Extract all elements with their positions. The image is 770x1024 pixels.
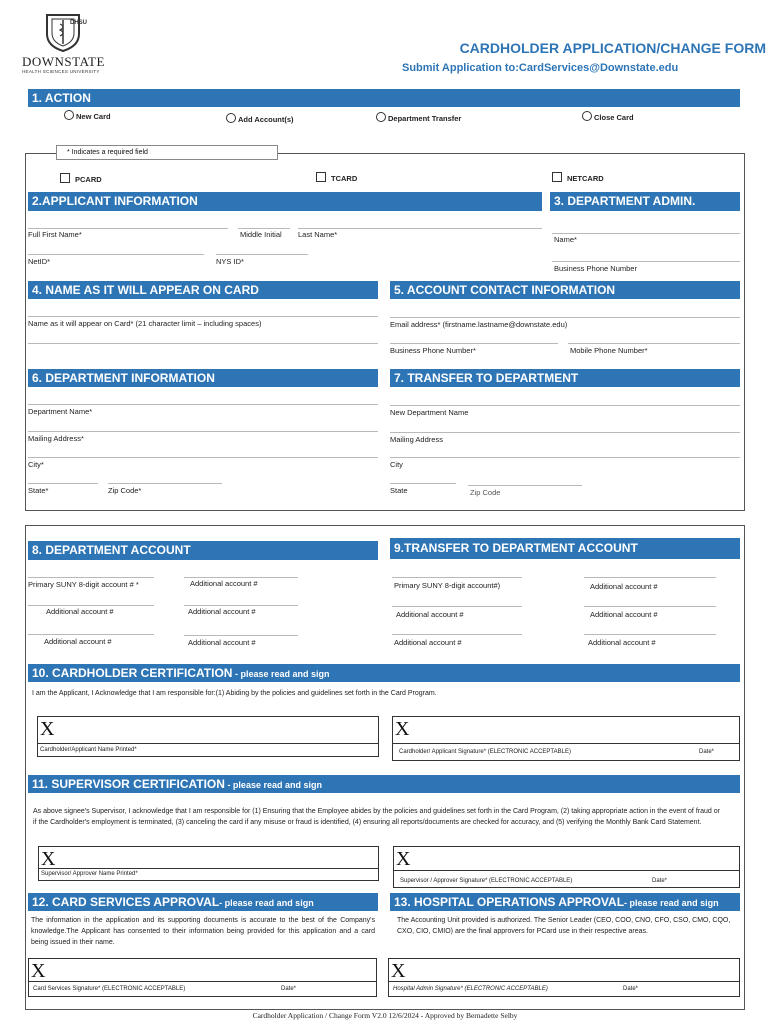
add-account-radio[interactable] <box>226 113 294 124</box>
admin-phone-line[interactable] <box>552 261 740 262</box>
section-10-text: I am the Applicant, I Acknowledge that I am responsible for:(1) Abiding by the policies and guidelines set forth in the Card Program. <box>32 690 437 697</box>
cardholder-signature-box[interactable] <box>392 716 740 761</box>
section-12-bar <box>28 893 378 911</box>
pcard-checkbox[interactable] <box>60 173 102 184</box>
add-account-label: Add Account(s) <box>238 115 294 124</box>
dept-name-label: Department Name* <box>28 407 93 416</box>
hospital-admin-date-label: Date* <box>623 986 639 992</box>
close-card-radio[interactable] <box>582 111 634 122</box>
sign-x-mark: X <box>395 718 410 740</box>
additional-account-line-2[interactable] <box>28 605 154 606</box>
new-dept-name-label: New Department Name <box>390 408 469 417</box>
mobile-phone-label: Mobile Phone Number* <box>570 346 648 355</box>
tcard-label: TCARD <box>331 174 358 183</box>
nysid-line[interactable] <box>216 254 308 255</box>
netid-label: NetID* <box>28 257 51 266</box>
section-11-text: As above signee's Supervisor, I acknowledge that I am responsible for (1) Ensuring that the Employee abides by the policies and guidelines set forth in the Card Program, (2) taking appropriate action in the event of fraud or if the Cardholder's employment is terminated, (3) canceling the card if any misuse or fraud is identified, (4) ensuring all reports/documents are checked for accuracy, and (5) verifying the Monthly Bank Card Statement. <box>33 808 720 826</box>
netid-line[interactable] <box>28 254 204 255</box>
admin-name-line[interactable] <box>552 233 740 234</box>
zip-label: Zip Code* <box>108 486 142 495</box>
state-line[interactable] <box>28 483 98 484</box>
section-6-bar: 6. DEPARTMENT INFORMATION <box>28 369 378 387</box>
section-12-text: The information in the application and its supporting documents is accurate to the best of the Company's knowledge.The Applicant has consented to their information being provided for this application and a card being issued in their name. <box>31 917 375 946</box>
mailing-label: Mailing Address* <box>28 434 84 443</box>
pcard-label: PCARD <box>75 175 102 184</box>
new-mailing-line[interactable] <box>390 432 740 433</box>
email-line[interactable] <box>390 317 740 318</box>
primary-account-line[interactable] <box>28 577 154 578</box>
section-11-bar <box>28 775 740 793</box>
sign-x-mark: X <box>391 960 406 982</box>
admin-name-label: Name* <box>554 235 577 244</box>
supervisor-signature-label: Supervisor / Approver Signature* (ELECTRONIC ACCEPTABLE) <box>400 878 573 884</box>
additional-account-label-4: Additional account # <box>44 637 112 646</box>
logo <box>18 12 118 74</box>
section-10-title: 10. CARDHOLDER CERTIFICATION <box>32 666 233 680</box>
section-13-text: The Accounting Unit provided is authorized. The Senior Leader (CEO, COO, CNO, CFO, CSO, CMO, CQO, CXO, CIO, CMIO) are the final approvers for PCard use in their respective areas. <box>397 917 731 935</box>
required-note: * Indicates a required field <box>67 149 148 156</box>
transfer-additional-line-2[interactable] <box>392 606 522 607</box>
new-state-line[interactable] <box>390 483 456 484</box>
admin-phone-label: Business Phone Number <box>554 264 637 273</box>
sign-x-mark: X <box>31 960 46 982</box>
state-label: State* <box>28 486 49 495</box>
section-12-title: 12. CARD SERVICES APPROVAL <box>32 895 220 909</box>
new-card-label: New Card <box>76 112 111 121</box>
transfer-additional-label-3: Additional account # <box>590 610 658 619</box>
name-on-card-label: Name as it will appear on Card* (21 character limit – including spaces) <box>28 319 262 328</box>
sign-x-mark: X <box>41 848 56 870</box>
email-label: Email address* (firstname.lastname@downstate.edu) <box>390 320 568 329</box>
mobile-phone-line[interactable] <box>568 343 740 344</box>
transfer-additional-label-5: Additional account # <box>588 638 656 647</box>
first-name-line[interactable] <box>28 228 228 229</box>
last-name-line[interactable] <box>298 228 542 229</box>
transfer-additional-line-1[interactable] <box>584 577 716 578</box>
submit-instructions: Submit Application to:CardServices@Downstate.edu <box>402 62 679 74</box>
cardholder-date-label: Date* <box>699 749 715 755</box>
additional-account-line-1[interactable] <box>184 577 298 578</box>
seal-text: DHSU <box>70 20 88 26</box>
section-8-bar: 8. DEPARTMENT ACCOUNT <box>28 541 378 560</box>
tcard-checkbox[interactable] <box>316 172 357 183</box>
new-zip-line[interactable] <box>468 485 582 486</box>
middle-initial-label: Middle Initial <box>240 230 282 239</box>
dept-transfer-radio[interactable] <box>376 112 461 123</box>
additional-account-line-5[interactable] <box>184 635 298 636</box>
supervisor-name-label: Supervisor/ Approver Name Printed* <box>41 871 138 877</box>
transfer-additional-line-3[interactable] <box>584 606 716 607</box>
transfer-additional-label-4: Additional account # <box>394 638 462 647</box>
nysid-label: NYS ID* <box>216 257 244 266</box>
netcard-label: NETCARD <box>567 174 604 183</box>
cardholder-signature-label: Cardholder/ Applicant Signature* (ELECTRONIC ACCEPTABLE) <box>399 749 571 755</box>
sign-x-mark: X <box>40 718 55 740</box>
section-1-bar: 1. ACTION <box>28 89 740 107</box>
close-card-label: Close Card <box>594 113 634 122</box>
hospital-admin-signature-box[interactable] <box>388 958 740 997</box>
new-state-label: State <box>390 486 408 495</box>
hospital-admin-signature-label: Hospital Admin Signature* (ELECTRONIC ACCEPTABLE) <box>393 986 548 992</box>
form-title: CARDHOLDER APPLICATION/CHANGE FORM <box>459 40 766 56</box>
card-services-signature-box[interactable] <box>28 958 377 997</box>
primary-account-label: Primary SUNY 8-digit account # * <box>28 580 139 589</box>
additional-account-label-2: Additional account # <box>46 607 114 616</box>
transfer-additional-line-5[interactable] <box>584 634 716 635</box>
card-services-signature-label: Card Services Signature* (ELECTRONIC ACCEPTABLE) <box>33 986 186 992</box>
additional-account-line-4[interactable] <box>28 634 154 635</box>
logo-subtitle: HEALTH SCIENCES UNIVERSITY <box>22 69 100 74</box>
section-11-subtitle: - please read and sign <box>224 780 322 790</box>
section-11-title: 11. SUPERVISOR CERTIFICATION <box>32 777 225 791</box>
new-city-label: City <box>390 460 403 469</box>
new-mailing-label: Mailing Address <box>390 435 443 444</box>
additional-account-label-3: Additional account # <box>188 607 256 616</box>
cardholder-name-box[interactable] <box>37 716 379 757</box>
last-name-label: Last Name* <box>298 230 338 239</box>
new-dept-name-line[interactable] <box>390 405 740 406</box>
section-13-subtitle: - please read and sign <box>624 898 719 908</box>
dept-name-line[interactable] <box>28 404 378 405</box>
footer-text: Cardholder Application / Change Form V2.0 12/6/2024 - Approved by Bernadette Selby <box>252 1011 518 1020</box>
business-phone-label: Business Phone Number* <box>390 346 476 355</box>
new-city-line[interactable] <box>390 457 740 458</box>
transfer-primary-account-label: Primary SUNY 8-digit account#) <box>394 581 501 590</box>
section-13-title: 13. HOSPITAL OPERATIONS APPROVAL <box>394 895 625 909</box>
middle-initial-line[interactable] <box>238 228 290 229</box>
new-zip-label: Zip Code <box>470 488 501 497</box>
seal-icon <box>44 12 82 52</box>
new-card-radio[interactable] <box>64 110 111 121</box>
transfer-primary-account-line[interactable] <box>392 577 522 578</box>
supervisor-signature-box[interactable] <box>393 846 740 888</box>
section-5-bar: 5. ACCOUNT CONTACT INFORMATION <box>390 281 740 299</box>
logo-name: DOWNSTATE <box>22 54 105 69</box>
additional-account-label-1: Additional account # <box>190 579 258 588</box>
required-note-box <box>56 145 278 160</box>
additional-account-line-3[interactable] <box>184 605 298 606</box>
supervisor-date-label: Date* <box>652 878 668 884</box>
section-10-subtitle: - please read and sign <box>232 669 330 679</box>
cardholder-name-label: Cardholder/Applicant Name Printed* <box>40 747 137 753</box>
additional-account-label-5: Additional account # <box>188 638 256 647</box>
card-services-date-label: Date* <box>281 986 297 992</box>
transfer-additional-label-1: Additional account # <box>590 582 658 591</box>
section-3-bar: 3. DEPARTMENT ADMIN. <box>550 192 740 211</box>
sign-x-mark: X <box>396 848 411 870</box>
section-7-bar: 7. TRANSFER TO DEPARTMENT <box>390 369 740 387</box>
zip-line[interactable] <box>108 483 222 484</box>
transfer-additional-line-4[interactable] <box>392 634 522 635</box>
name-on-card-line-2[interactable] <box>28 343 378 344</box>
section-12-subtitle: - please read and sign <box>219 898 314 908</box>
mailing-line[interactable] <box>28 431 378 432</box>
section-4-bar: 4. NAME AS IT WILL APPEAR ON CARD <box>28 281 378 299</box>
section-10-bar <box>28 664 740 682</box>
section-13-bar <box>390 893 740 911</box>
section-2-bar: 2.APPLICANT INFORMATION <box>28 192 542 211</box>
city-label: City* <box>28 460 44 469</box>
netcard-checkbox[interactable] <box>552 172 604 183</box>
transfer-additional-label-2: Additional account # <box>396 610 464 619</box>
first-name-label: Full First Name* <box>28 230 82 239</box>
name-on-card-line[interactable] <box>28 316 378 317</box>
city-line[interactable] <box>28 457 378 458</box>
supervisor-name-box[interactable] <box>38 846 379 881</box>
dept-transfer-label: Department Transfer <box>388 114 462 123</box>
section-9-bar: 9.TRANSFER TO DEPARTMENT ACCOUNT <box>390 538 740 559</box>
business-phone-line[interactable] <box>390 343 558 344</box>
